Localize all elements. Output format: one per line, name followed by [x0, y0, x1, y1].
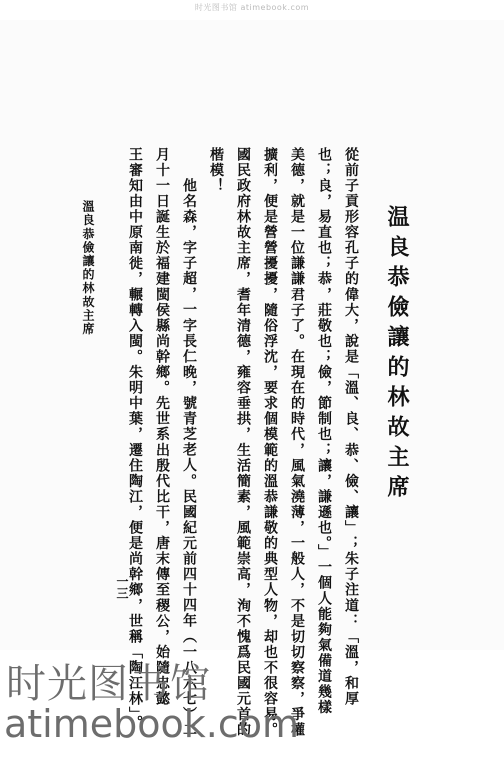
site-header-watermark: 时光图书馆 atimebook.com [194, 3, 310, 12]
watermark-chinese: 时光图书馆 [6, 661, 211, 707]
body-line-1: 從前子貢形容孔子的偉大，說是「溫、良、恭、儉、讓」；朱子注道：「溫，和厚 [343, 147, 359, 707]
running-title: 溫良恭儉讓的林故主席 [81, 200, 95, 336]
body-line-2: 也；良，易直也；恭，莊敬也；儉，節制也；讓，謙遜也。」一個人能夠氣備道幾樣 [316, 147, 332, 716]
body-line-9: 王審知由中原南徙，輾轉入閩。朱明中葉，遷住陶江，便是尚幹鄉，世稱「陶江林」。 [127, 147, 143, 731]
body-line-7: 他名森，字子超，一字長仁晚，號青芝老人。民國紀元前四十四年（一八六七）二 [181, 178, 197, 738]
body-line-5: 國民政府林故主席，耆年清德，雍容垂拱，生活簡素，風範崇高，洵不愧爲民國元首的 [235, 147, 251, 738]
body-line-4: 擴利，便是營營擾擾，隨俗浮沈，要求個模範的溫恭謙敬的典型人物，却也不很容易。 [262, 147, 278, 738]
chapter-title: 温良恭儉讓的林故主席 [384, 205, 410, 505]
body-line-3: 美德，就是一位謙謙君子了。在現在的時代，風氣澆薄，一般人，不是切切察察，爭權 [289, 147, 305, 738]
page-number: 一三 [115, 575, 129, 599]
body-line-8: 月十一日誕生於福建閩侯縣尚幹鄉。先世系出殷代比干，唐末傳至稷公，始隨忠懿 [154, 147, 170, 707]
watermark-url: atimebook.com [4, 702, 300, 746]
body-line-6: 楷模！ [208, 147, 224, 194]
